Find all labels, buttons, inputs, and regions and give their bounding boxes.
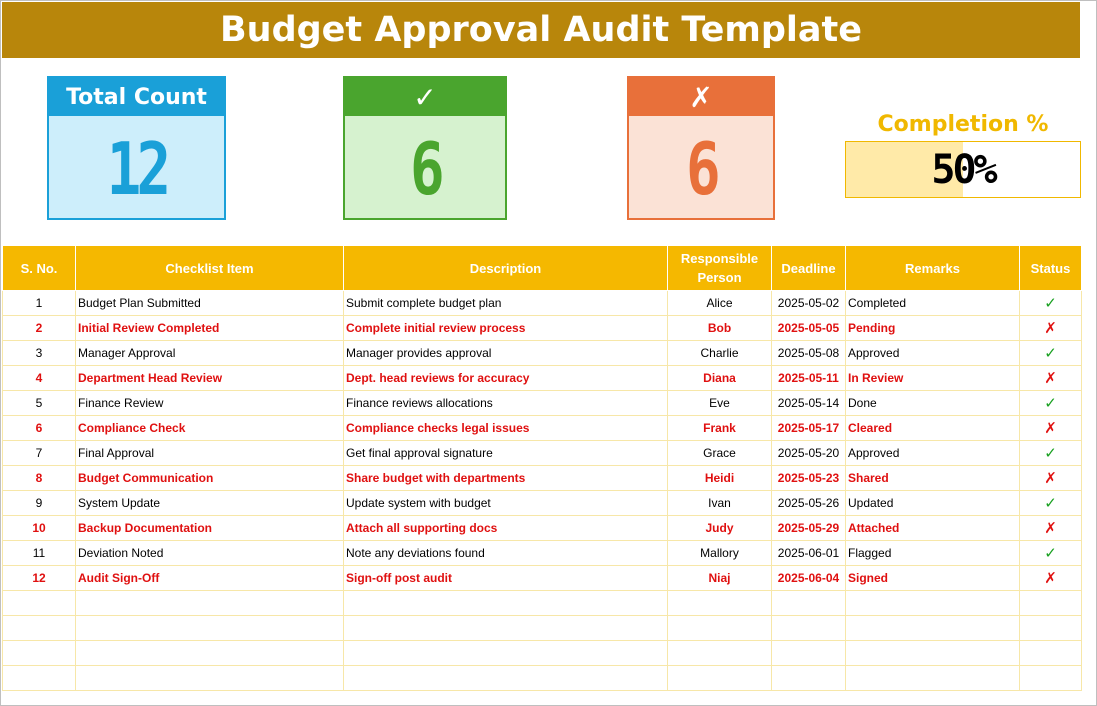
cross-icon: ✗ xyxy=(1020,316,1082,341)
row-checklist-item: Deviation Noted xyxy=(76,541,344,566)
row-sno: 11 xyxy=(3,541,76,566)
header-description: Description xyxy=(344,246,668,291)
empty-cell xyxy=(1020,641,1082,666)
row-sno: 10 xyxy=(3,516,76,541)
cross-icon: ✗ xyxy=(1020,366,1082,391)
check-icon: ✓ xyxy=(1020,491,1082,516)
row-deadline: 2025-05-17 xyxy=(772,416,846,441)
table-row xyxy=(3,516,1082,541)
empty-cell xyxy=(344,591,668,616)
row-sno: 8 xyxy=(3,466,76,491)
empty-cell xyxy=(846,641,1020,666)
row-responsible-person: Grace xyxy=(668,441,772,466)
row-sno: 2 xyxy=(3,316,76,341)
row-sno: 5 xyxy=(3,391,76,416)
check-icon: ✓ xyxy=(1020,291,1082,316)
table-row xyxy=(3,466,1082,491)
row-checklist-item: Budget Communication xyxy=(76,466,344,491)
header-deadline: Deadline xyxy=(772,246,846,291)
row-remarks: In Review xyxy=(846,366,1020,391)
row-responsible-person: Mallory xyxy=(668,541,772,566)
empty-cell xyxy=(772,641,846,666)
row-description: Finance reviews allocations xyxy=(344,391,668,416)
kpi-total-label: Total Count xyxy=(49,78,224,116)
row-responsible-person: Judy xyxy=(668,516,772,541)
row-description: Attach all supporting docs xyxy=(344,516,668,541)
checklist-table xyxy=(2,245,1082,691)
completion-label: Completion % xyxy=(877,112,1049,137)
empty-cell xyxy=(76,641,344,666)
row-description: Submit complete budget plan xyxy=(344,291,668,316)
empty-cell xyxy=(3,666,76,691)
row-responsible-person: Charlie xyxy=(668,341,772,366)
row-remarks: Completed xyxy=(846,291,1020,316)
row-deadline: 2025-06-01 xyxy=(772,541,846,566)
row-description: Note any deviations found xyxy=(344,541,668,566)
row-deadline: 2025-05-08 xyxy=(772,341,846,366)
empty-table-row xyxy=(3,591,1082,616)
table-row xyxy=(3,291,1082,316)
table-row xyxy=(3,441,1082,466)
empty-cell xyxy=(3,616,76,641)
empty-cell xyxy=(3,641,76,666)
row-sno: 12 xyxy=(3,566,76,591)
row-responsible-person: Bob xyxy=(668,316,772,341)
row-remarks: Signed xyxy=(846,566,1020,591)
empty-cell xyxy=(772,616,846,641)
table-row xyxy=(3,316,1082,341)
row-checklist-item: Department Head Review xyxy=(76,366,344,391)
empty-cell xyxy=(344,616,668,641)
row-remarks: Approved xyxy=(846,441,1020,466)
table-header-row xyxy=(3,246,1082,291)
table-row xyxy=(3,366,1082,391)
row-description: Update system with budget xyxy=(344,491,668,516)
row-deadline: 2025-05-20 xyxy=(772,441,846,466)
kpi-completed-count xyxy=(343,76,507,220)
row-responsible-person: Ivan xyxy=(668,491,772,516)
row-responsible-person: Diana xyxy=(668,366,772,391)
empty-cell xyxy=(1020,666,1082,691)
empty-table-row xyxy=(3,666,1082,691)
table-row xyxy=(3,541,1082,566)
empty-table-row xyxy=(3,616,1082,641)
cross-icon: ✗ xyxy=(629,78,773,116)
cross-icon: ✗ xyxy=(1020,516,1082,541)
row-deadline: 2025-05-02 xyxy=(772,291,846,316)
page-title: Budget Approval Audit Template xyxy=(2,2,1080,58)
row-responsible-person: Eve xyxy=(668,391,772,416)
row-responsible-person: Alice xyxy=(668,291,772,316)
row-sno: 6 xyxy=(3,416,76,441)
row-checklist-item: Budget Plan Submitted xyxy=(76,291,344,316)
empty-cell xyxy=(1020,616,1082,641)
table-row xyxy=(3,416,1082,441)
row-remarks: Cleared xyxy=(846,416,1020,441)
row-remarks: Attached xyxy=(846,516,1020,541)
check-icon: ✓ xyxy=(1020,391,1082,416)
row-deadline: 2025-05-26 xyxy=(772,491,846,516)
row-description: Get final approval signature xyxy=(344,441,668,466)
row-checklist-item: Compliance Check xyxy=(76,416,344,441)
row-remarks: Updated xyxy=(846,491,1020,516)
row-description: Compliance checks legal issues xyxy=(344,416,668,441)
empty-cell xyxy=(344,641,668,666)
completion-progress-bar xyxy=(845,141,1081,198)
row-description: Dept. head reviews for accuracy xyxy=(344,366,668,391)
check-icon: ✓ xyxy=(345,78,505,116)
header-sno: S. No. xyxy=(3,246,76,291)
empty-cell xyxy=(76,666,344,691)
empty-cell xyxy=(846,591,1020,616)
empty-cell xyxy=(76,616,344,641)
kpi-pending-count xyxy=(627,76,775,220)
table-body xyxy=(3,291,1082,691)
check-icon: ✓ xyxy=(1020,341,1082,366)
header-checklist-item: Checklist Item xyxy=(76,246,344,291)
empty-cell xyxy=(1020,591,1082,616)
empty-cell xyxy=(668,591,772,616)
row-deadline: 2025-05-14 xyxy=(772,391,846,416)
empty-cell xyxy=(772,591,846,616)
empty-cell xyxy=(668,616,772,641)
header-responsible-person: Responsible Person xyxy=(668,246,772,291)
empty-cell xyxy=(344,666,668,691)
cross-icon: ✗ xyxy=(1020,466,1082,491)
row-remarks: Done xyxy=(846,391,1020,416)
row-description: Sign-off post audit xyxy=(344,566,668,591)
row-checklist-item: Initial Review Completed xyxy=(76,316,344,341)
row-responsible-person: Heidi xyxy=(668,466,772,491)
table-row xyxy=(3,391,1082,416)
kpi-total-value: 12 xyxy=(106,127,167,211)
row-sno: 1 xyxy=(3,291,76,316)
row-remarks: Approved xyxy=(846,341,1020,366)
header-remarks: Remarks xyxy=(846,246,1020,291)
row-sno: 4 xyxy=(3,366,76,391)
row-deadline: 2025-06-04 xyxy=(772,566,846,591)
row-checklist-item: Audit Sign-Off xyxy=(76,566,344,591)
row-description: Complete initial review process xyxy=(344,316,668,341)
cross-icon: ✗ xyxy=(1020,416,1082,441)
row-deadline: 2025-05-05 xyxy=(772,316,846,341)
row-description: Share budget with departments xyxy=(344,466,668,491)
row-checklist-item: Backup Documentation xyxy=(76,516,344,541)
table-row xyxy=(3,566,1082,591)
row-checklist-item: System Update xyxy=(76,491,344,516)
empty-cell xyxy=(846,666,1020,691)
cross-icon: ✗ xyxy=(1020,566,1082,591)
completion-value: 50% xyxy=(931,146,995,193)
row-remarks: Pending xyxy=(846,316,1020,341)
kpi-total-count xyxy=(47,76,226,220)
empty-cell xyxy=(3,591,76,616)
empty-cell xyxy=(668,641,772,666)
table-row xyxy=(3,341,1082,366)
row-remarks: Flagged xyxy=(846,541,1020,566)
row-sno: 3 xyxy=(3,341,76,366)
empty-cell xyxy=(76,591,344,616)
row-checklist-item: Final Approval xyxy=(76,441,344,466)
row-deadline: 2025-05-11 xyxy=(772,366,846,391)
row-deadline: 2025-05-29 xyxy=(772,516,846,541)
row-checklist-item: Manager Approval xyxy=(76,341,344,366)
check-icon: ✓ xyxy=(1020,441,1082,466)
empty-table-row xyxy=(3,641,1082,666)
kpi-completed-value: 6 xyxy=(410,127,440,211)
empty-cell xyxy=(668,666,772,691)
row-responsible-person: Frank xyxy=(668,416,772,441)
row-sno: 9 xyxy=(3,491,76,516)
empty-cell xyxy=(846,616,1020,641)
check-icon: ✓ xyxy=(1020,541,1082,566)
row-description: Manager provides approval xyxy=(344,341,668,366)
empty-cell xyxy=(772,666,846,691)
table-row xyxy=(3,491,1082,516)
row-responsible-person: Niaj xyxy=(668,566,772,591)
header-status: Status xyxy=(1020,246,1082,291)
row-sno: 7 xyxy=(3,441,76,466)
kpi-pending-value: 6 xyxy=(686,127,716,211)
row-checklist-item: Finance Review xyxy=(76,391,344,416)
row-deadline: 2025-05-23 xyxy=(772,466,846,491)
row-remarks: Shared xyxy=(846,466,1020,491)
